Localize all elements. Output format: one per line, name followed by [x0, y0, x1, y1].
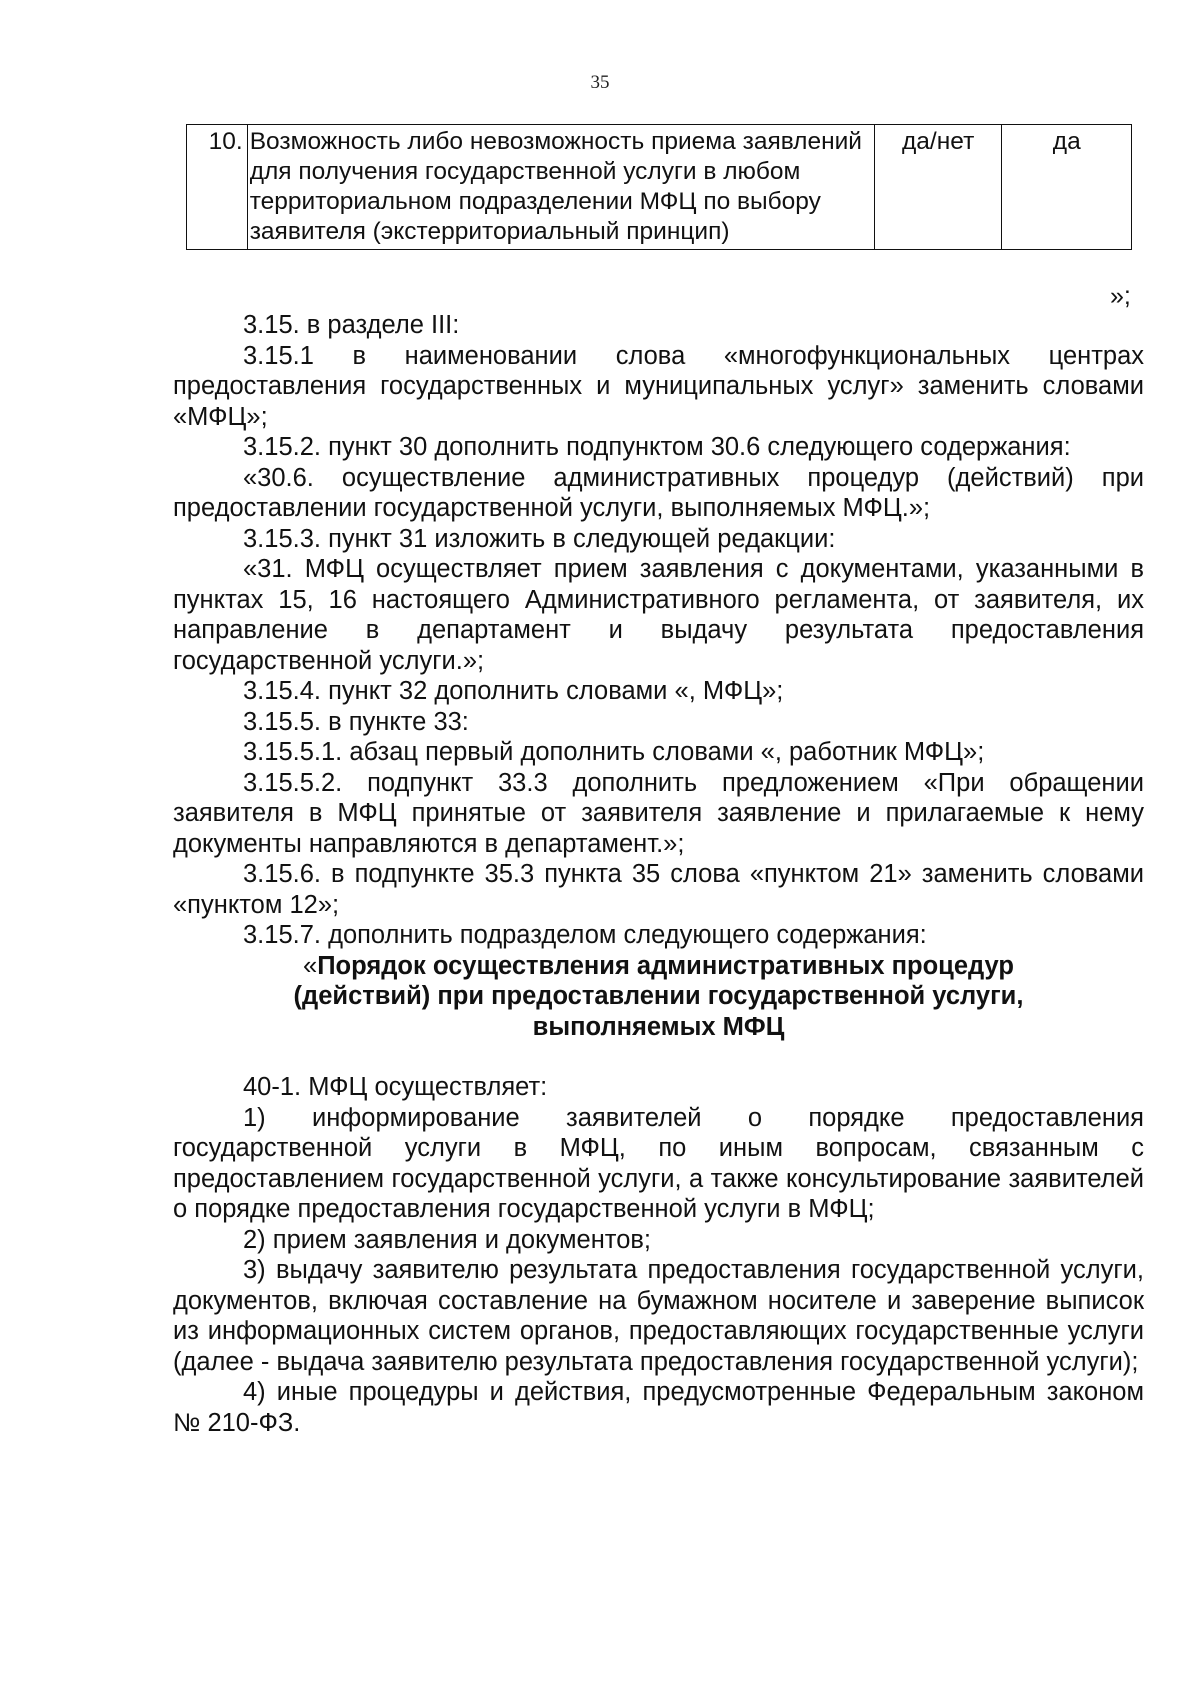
paragraph: 40-1. МФЦ осуществляет: [243, 1073, 548, 1101]
row-options: да/нет [874, 125, 1002, 250]
paragraph: 3.15.6. в подпункте 35.3 пункта 35 слова «пунктом 21» заменить словами «пунктом 12»; [173, 860, 1144, 919]
paragraph: 2) прием заявления и документов; [243, 1225, 652, 1254]
heading-open-quote: « [303, 951, 318, 980]
paragraph: 1) информирование заявителей о порядке предоставления государственной услуги в МФЦ, по иным вопросам, связанным с предоставлением государственной услуги, а также консультирование заявителей о порядке предоставления государственной услуги в МФЦ; [173, 1103, 1144, 1223]
row-number: 10. [187, 125, 248, 250]
section-heading [173, 951, 1144, 1043]
paragraph: 3.15.4. пункт 32 дополнить словами «, МФЦ»; [243, 677, 784, 705]
closing-quote: »; [1110, 282, 1131, 310]
heading-text: Порядок осуществления административных процедур (действий) при предоставлении государственной услуги, выполняемых МФЦ [293, 951, 1024, 1041]
paragraph: 3.15.3. пункт 31 изложить в следующей редакции: [243, 524, 836, 553]
paragraph: 4) иные процедуры и действия, предусмотренные Федеральным законом № 210-ФЗ. [173, 1378, 1144, 1437]
row-value: да [1002, 125, 1132, 250]
paragraph: 3.15.5.1. абзац первый дополнить словами «, работник МФЦ»; [243, 738, 985, 766]
paragraph: «31. МФЦ осуществляет прием заявления с документами, указанными в пунктах 15, 16 настоящего Административного регламента, от заявителя, их направление в департамент и выдачу результата предоставления государственной услуги.»; [173, 555, 1144, 675]
paragraph: 3.15.5. в пункте 33: [243, 707, 469, 736]
paragraph: 3.15.7. дополнить подразделом следующего содержания: [243, 921, 927, 949]
paragraph: 3.15.5.2. подпункт 33.3 дополнить предложением «При обращении заявителя в МФЦ принятые от заявителя заявление и прилагаемые к нему документы направляются в департамент.»; [173, 768, 1144, 858]
row-description: Возможность либо невозможность приема заявлений для получения государственной услуги в любом территориальном подразделении МФЦ по выбору заявителя (экстерриториальный принцип) [247, 125, 874, 250]
table-row [187, 125, 1132, 250]
paragraph: 3.15.1 в наименовании слова «многофункциональных центрах предоставления государственных и муниципальных услуг» заменить словами «МФЦ»; [173, 341, 1144, 431]
paragraph: 3.15.2. пункт 30 дополнить подпунктом 30.6 следующего содержания: [243, 433, 1071, 461]
page-number: 35 [590, 72, 610, 93]
paragraph: «30.6. осуществление административных процедур (действий) при предоставлении государственной услуги, выполняемых МФЦ.»; [173, 463, 1144, 522]
paragraph: 3.15. в разделе III: [243, 311, 460, 339]
paragraph: 3) выдачу заявителю результата предоставления государственной услуги, документов, включая составление на бумажном носителе и заверение выписок из информационных систем органов, предоставляющих государственные услуги (далее - выдача заявителю результата предоставления государственной услуги); [173, 1256, 1144, 1376]
document-body [173, 310, 1144, 1438]
criteria-table [186, 124, 1132, 250]
